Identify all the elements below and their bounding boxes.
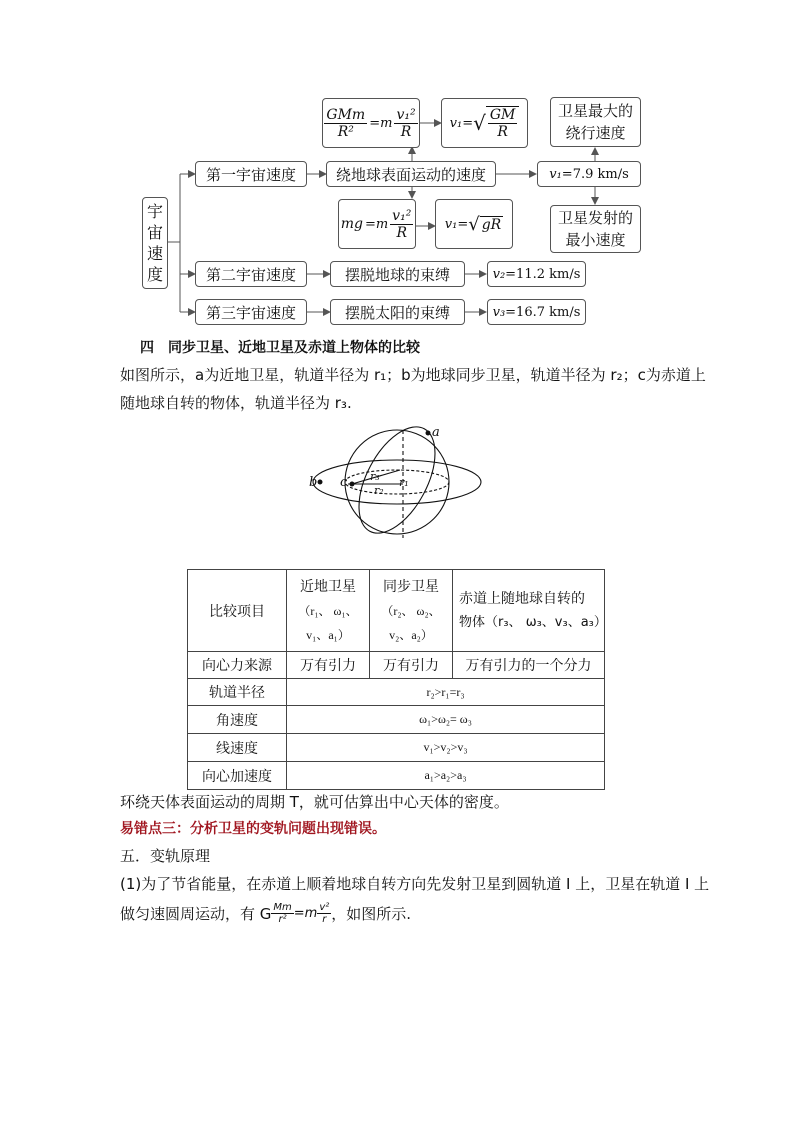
numerator: GMm [326,106,366,123]
header-line: 赤道上随地球自转的 [459,590,585,607]
around-earth-box: 绕地球表面运动的速度 [326,161,496,187]
v3-value-box [487,299,586,325]
v3-value: =16.7 km/s [505,304,581,320]
after-table-text: 环绕天体表面运动的周期 T，就可估算出中心天体的密度。 [120,793,509,811]
radicand: gR [481,216,502,233]
object-c-dot [350,482,355,487]
section5-para1-line1: (1)为了节省能量，在赤道上顺着地球自转方向先发射卫星到圆轨道 I 上，卫星在轨道 I 上 [120,875,710,893]
header-line: 同步卫星 [383,578,439,595]
escape-sun-box: 摆脱太阳的束缚 [330,299,465,325]
section5-heading: 五．变轨原理 [120,847,211,865]
min-launch-line1: 卫星发射的 [557,209,633,227]
numerator: v₁² [396,106,416,123]
v1-symbol: v₁ [549,166,562,182]
section4-intro-line2: 随地球自转的物体，轨道半径为 r₃. [120,394,352,412]
v1-value-box [537,161,641,187]
fraction [271,902,293,925]
table-header-row [188,570,605,652]
numerator: v₁² [392,207,412,224]
max-orbit-line1: 卫星最大的 [557,102,633,120]
table-header-cell [287,570,370,652]
max-orbit-speed-box [550,97,641,147]
equals-m: =m [293,905,318,921]
v1-symbol: v₁ [444,216,458,232]
denominator: R² [337,123,354,140]
root-char: 宇 [146,202,163,221]
table-row [188,679,605,706]
table-row [188,734,605,762]
denominator: R [497,124,508,140]
min-launch-line2: 最小速度 [565,231,626,249]
equation-mg-box [338,199,416,249]
table-cell: 万有引力 [370,652,453,679]
section4-intro-line1: 如图所示，a为近地卫星，轨道半径为 r₁；b为地球同步卫星，轨道半径为 r₂；c为赤道上 [120,366,706,384]
error-point-heading: 易错点三：分析卫星的变轨问题出现错误。 [120,821,386,837]
radicand [486,106,520,140]
header-line: （r₂、 ω₂、 [381,603,441,618]
table-cell: v₁>v₂>v₃ [287,734,605,762]
equals-m: =m [369,115,393,131]
v2-value-box [487,261,586,287]
v1-value: =7.9 km/s [561,166,629,182]
denominator: r² [278,914,287,925]
table-cell: r₂>r₁=r₃ [287,679,605,706]
root-cosmic-velocity-box [142,197,168,289]
section5-para1-line2 [120,902,411,925]
header-line: v₂、a₂） [389,627,433,642]
equals-sign: = [462,115,474,131]
table-row [188,762,605,790]
table-header-cell [370,570,453,652]
fraction [390,208,413,241]
table-header-cell: 比较项目 [188,570,287,652]
comparison-table [187,569,605,790]
v2-symbol: v₂ [492,266,506,282]
root-char: 速 [146,244,163,263]
fraction [317,902,331,925]
satellite-b-dot [318,480,323,485]
equation-gravity-box [322,98,420,148]
sqrt [468,214,503,235]
numerator: Mm [273,902,292,913]
label-c: c [340,475,348,490]
radical-icon: √ [473,111,486,135]
para-text: 做匀速圆周运动，有 G [120,904,272,923]
first-cosmic-velocity-box: 第一宇宙速度 [195,161,307,187]
numerator: GM [489,107,516,123]
fraction [394,107,417,140]
equals-m: =m [364,216,389,232]
header-line: 物体（r₃、 ω₃、v₃、a₃） [459,614,607,630]
second-cosmic-velocity-box: 第二宇宙速度 [195,261,307,287]
third-cosmic-velocity-box: 第三宇宙速度 [195,299,307,325]
v3-symbol: v₃ [492,304,506,320]
section4-heading: 四 同步卫星、近地卫星及赤道上物体的比较 [140,340,420,356]
root-char: 度 [146,265,163,284]
table-cell: 万有引力 [287,652,370,679]
label-a: a [432,425,440,440]
numerator: v² [319,902,330,913]
denominator: R [396,224,408,241]
equals-sign: = [457,216,469,232]
table-cell: 向心力来源 [188,652,287,679]
header-line: 近地卫星 [300,578,356,595]
header-line: v₁、a₁） [306,627,350,642]
table-cell: 角速度 [188,706,287,734]
table-cell: 向心加速度 [188,762,287,790]
radical-icon: √ [468,213,480,235]
synchronous-orbit [313,460,481,504]
label-b: b [309,475,318,490]
table-cell: 万有引力的一个分力 [453,652,605,679]
denominator: r [322,914,327,925]
orbit-figure [300,418,500,542]
escape-earth-box: 摆脱地球的束缚 [330,261,465,287]
min-launch-speed-box [550,205,641,253]
label-r2: r₂ [374,484,384,497]
label-r3: r₃ [370,470,380,483]
table-row [188,652,605,679]
equation-v1-gr-box [435,199,513,249]
satellite-a-dot [426,431,431,436]
table-row [188,706,605,734]
table-cell: 线速度 [188,734,287,762]
table-cell: a₁>a₂>a₃ [287,762,605,790]
max-orbit-line2: 绕行速度 [565,124,626,142]
mg-term: mg [340,216,363,232]
equation-v1-gm-box [441,98,528,148]
denominator: R [400,123,412,140]
fraction [324,107,367,140]
v2-value: =11.2 km/s [505,266,581,282]
sqrt [473,106,519,140]
para-text: ，如图所示. [331,904,412,923]
v1-symbol: v₁ [449,115,463,131]
table-cell: ω₁>ω₂= ω₃ [287,706,605,734]
header-line: （r₁、 ω₁、 [298,603,358,618]
table-cell: 轨道半径 [188,679,287,706]
table-header-cell [453,570,605,652]
label-r1: r₁ [399,476,409,489]
root-char: 宙 [146,223,163,242]
